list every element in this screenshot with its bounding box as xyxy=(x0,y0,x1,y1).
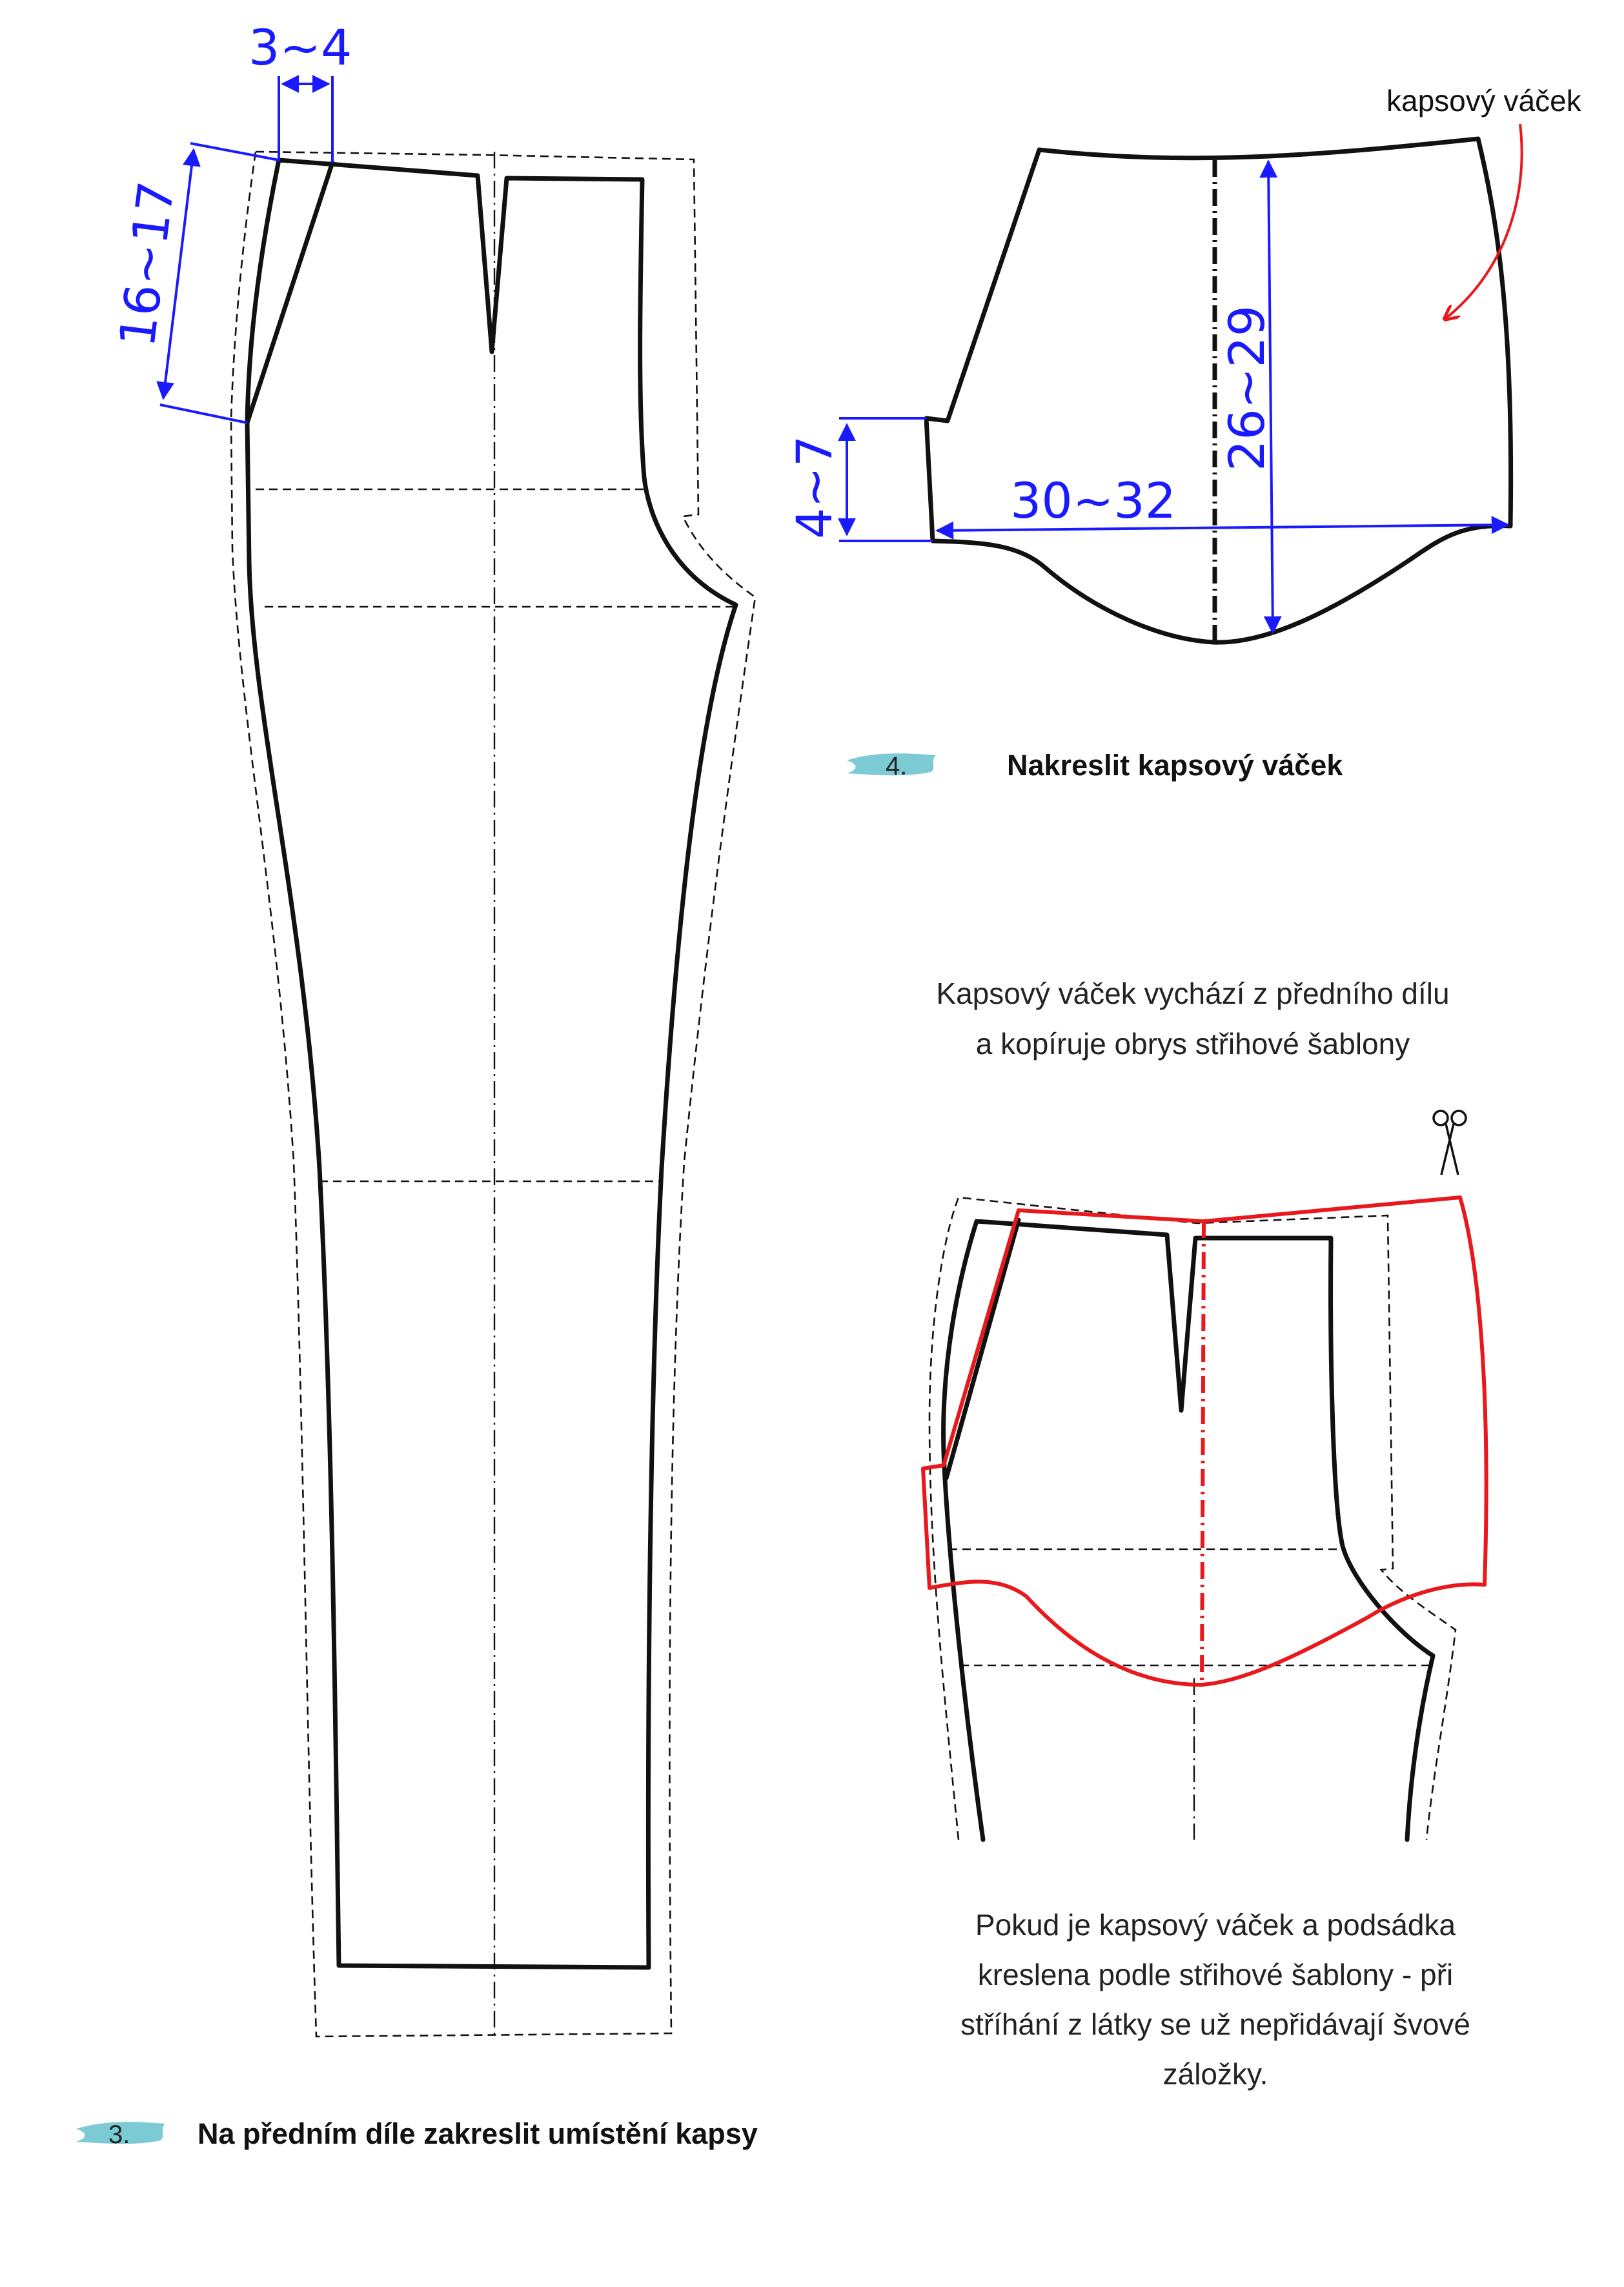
overlay-pocket-bag xyxy=(923,1197,1487,1685)
dimension-bag-height xyxy=(1218,161,1275,633)
overlay-bag-center-line xyxy=(1202,1221,1204,1685)
step-4 xyxy=(847,749,1343,782)
step-title: Na předním díle zakreslit umístění kapsy xyxy=(198,2117,758,2150)
step-number: 3. xyxy=(108,2120,130,2149)
dimension-label: 30~32 xyxy=(1010,472,1177,529)
dimension-pocket-width xyxy=(249,19,352,163)
overlay-pocket-opening xyxy=(946,1220,1019,1478)
note-line: Kapsový váček vychází z předního dílu xyxy=(936,977,1450,1010)
step-3 xyxy=(76,2117,758,2150)
note-line: kreslena podle střihové šablony - při xyxy=(977,1958,1454,1991)
intro-note xyxy=(936,977,1449,1061)
overlay-front-outline xyxy=(944,1221,1433,1840)
seam-allowance-outline xyxy=(231,152,755,2037)
callout-label: kapsový váček xyxy=(1386,84,1581,117)
dimension-label: 16~17 xyxy=(108,178,186,351)
dimension-bag-side xyxy=(786,418,933,541)
note-line: a kopíruje obrys střihové šablony xyxy=(975,1027,1410,1061)
pocket-opening-line xyxy=(247,163,332,423)
step-title: Nakreslit kapsový váček xyxy=(1007,749,1343,782)
dimension-label: 3~4 xyxy=(249,19,352,76)
overlay-front-piece xyxy=(929,1197,1456,1840)
scissors-icon xyxy=(1434,1111,1466,1175)
curved-arrow-icon xyxy=(1446,124,1522,318)
dimension-pocket-depth xyxy=(108,143,279,423)
front-piece-outline xyxy=(247,160,736,1967)
front-trouser-piece xyxy=(231,152,755,2040)
note-line: Pokud je kapsový váček a podsádka xyxy=(975,1908,1456,1942)
step-number: 4. xyxy=(886,752,908,780)
dimension-label: 26~29 xyxy=(1218,305,1275,471)
dimension-bag-width xyxy=(937,472,1508,531)
pocket-bag-callout xyxy=(1386,84,1582,318)
dimension-label: 4~7 xyxy=(786,435,843,539)
note-line: záložky. xyxy=(1162,2057,1268,2091)
cutting-note xyxy=(960,1908,1470,2091)
note-line: stříhání z látky se už nepřidávají švové xyxy=(960,2007,1471,2041)
